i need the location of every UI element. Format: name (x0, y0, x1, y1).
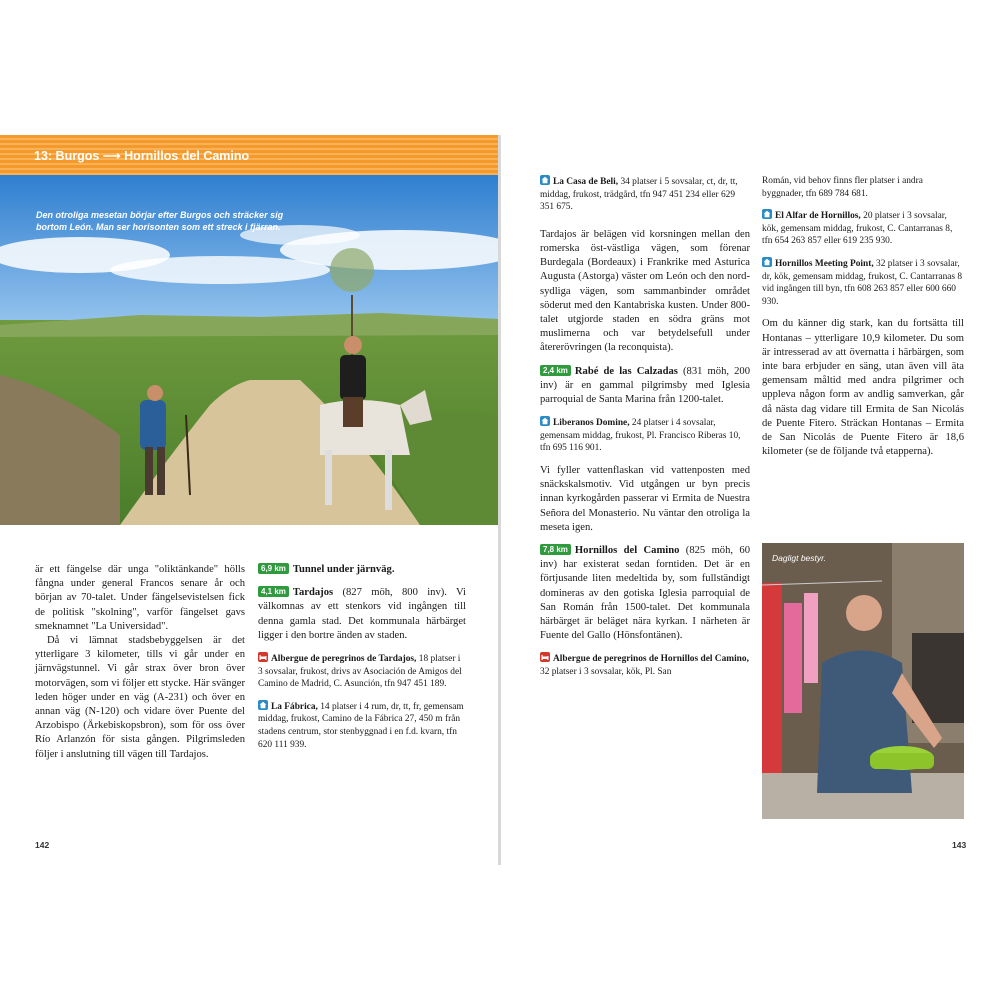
lodging-entry (540, 652, 750, 678)
lodging-name: Albergue de peregrinos de Tardajos, (271, 654, 417, 665)
lodging-entry (258, 652, 466, 691)
lodging-entry (540, 416, 750, 455)
route-paragraph: Då vi lämnat stadsbebyggelsen är det ytterligare 3 kilometer, tills vi går under en järnvägstunnel. Vi går strax över bron över motorvägen, som vi följer ett stycke. Här svänger leden höger under en väg (A-231) och över en annan väg (N-120) och vidare över Puente del Arzobispo (Ärkebiskopsbron), som för oss över Río Arlanzón för sista gången. Pilgrimsleden följer i anslutning till vägen till Tardajos. (35, 635, 245, 760)
photo-label: Dagligt bestyr. (772, 553, 827, 563)
page-number: 143 (952, 840, 967, 850)
lodging-name: Liberanos Domine, (553, 418, 630, 429)
lodging-details: 24 platser i 4 sovsalar, gemensam middag, frukost, Pl. Francisco Riberas 10, tfn 695 116 901. (540, 418, 741, 454)
rabe-waypoint (540, 365, 750, 408)
lodging-name: Albergue de peregrinos de Hornillos del Camino, (553, 654, 749, 665)
waypoint-description: (825 möh, 60 inv) har existerat sedan forntiden. Det är en förtjusande liten medeltida by, som fullständigt domineras av den gotiska Iglesia parroquial de San Román från 1500-talet. Det kommunala härbärget är beläget nära kyrkan. I närheten är Fuente del Gallo (Hönsfontänen). (540, 545, 750, 642)
bed-icon (540, 652, 550, 662)
lodging-entry (762, 209, 964, 248)
history-paragraph: Tardajos är belägen vid korsningen mellan den romerska öst-västliga vägen, som förenar Burdegala (Bordeaux) i Frankrike med Asturica Augusta (Astorga) väster om León och den nord-sydliga vägen, som sammanbinder området söderut med den Kantabriska kusten. Under 800-talet utgjorde staden en södra gräns mot muslimerna och var betydelsefull under återerövringen (la reconquista). (540, 228, 750, 354)
km-badge: 4,1 km (258, 586, 289, 597)
lodging-details: 32 platser i 3 sovsalar, dr, kök, gemensam middag, frukost, C. Cantarranas 8 vid ingången till byn, tfn 608 263 857 eller 600 660 930. (762, 258, 963, 307)
hontanas-paragraph: Om du känner dig stark, kan du fortsätta till Hontanas – ytterligare 10,9 kilometer. Du som är intresserad av att övernatta i härbärgen, som inte bara erbjuder en säng, utan även vill äta gemensam måltid med andra pilgrimer och uppleva någon form av andlig samverkan, går då nästa dag vidare till Ermita de San Nicolás de Puente Fitero. Sträckan Hontanas – Ermita de San Nicolás de Puente Fitero är 18,6 kilometer (se de följande två etapperna). (762, 318, 964, 458)
lodging-entry (762, 257, 964, 308)
washing-illustration (762, 543, 964, 819)
lodging-name: El Alfar de Hornillos, (775, 211, 861, 222)
tunnel-waypoint (258, 563, 466, 577)
stage-title: 13: Burgos ⟶ Hornillos del Camino (34, 149, 250, 163)
washing-photo (762, 543, 964, 819)
lodging-entry (540, 175, 750, 214)
lodging-details: 14 platser i 4 rum, dr, tt, fr, gemensam middag, frukost, Camino de la Fábrica 27, 450 m från stadens centrum, stor stenbyggnad i en f.d. kvarn, tfn 620 111 939. (258, 701, 464, 750)
lodging-details: 34 platser i 5 sovsalar, ct, dr, tt, middag, frukost, trädgård, tfn 947 451 234 eller 629 351 675. (540, 177, 738, 213)
photo-caption: Den otroliga mesetan börjar efter Burgos och sträcker sig bortom León. Man ser horisonten som ett streck i fjärran. (36, 210, 284, 232)
hornillos-waypoint (540, 544, 750, 643)
waypoint-name: Tardajos (292, 587, 334, 599)
house-icon (540, 416, 550, 426)
house-icon (762, 257, 772, 267)
right-column-2 (762, 175, 964, 459)
stage-banner (0, 135, 498, 175)
right-column-1 (540, 175, 750, 679)
lodging-details: 18 platser i 3 sovsalar, frukost, drivs av Asociación de Amigos del Camino de Madrid, C. Asunción, tfn 947 451 189. (258, 654, 462, 690)
house-icon (540, 175, 550, 185)
right-page (502, 135, 1000, 865)
waypoint-name: Tunnel under järnväg. (292, 564, 395, 575)
water-paragraph: Vi fyller vattenflaskan vid vattenposten med snäckskalsmotiv. Vid utgången ur byn precis innan kyrkogården passerar vi Ermita de Nuestra Señora del Monasterio. Nu väntar den otroliga la meseta igen. (540, 465, 750, 533)
tardajos-waypoint (258, 586, 466, 643)
lodging-name: La Casa de Beli, (553, 177, 619, 187)
waypoint-name: Hornillos del Camino (574, 545, 680, 557)
house-icon (762, 209, 772, 219)
lodging-name: La Fábrica, (271, 701, 318, 712)
bed-icon (258, 652, 268, 662)
book-spine (498, 135, 501, 865)
prison-paragraph: är ett fängelse där unga "oliktänkande" hölls fångna under general Francos senare år och början av 70-talet. Under fängelsevistelsen fick de politisk "skolning", varför fängelset gavs smeknamnet "La Universidad". (35, 564, 245, 632)
lodging-details: 20 platser i 3 sovsalar, kök, gemensam middag, frukost, C. Cantarranas 8, tfn 654 263 857 eller 619 235 930. (762, 211, 953, 247)
lodging-entry (258, 700, 466, 751)
waypoint-name: Rabé de las Calzadas (574, 365, 678, 377)
meseta-photo (0, 175, 498, 525)
waypoint-description: (827 möh, 800 inv). Vi välkomnas av ett stenkors vid ingången till denna gamla stad. Det kommunala härbärget ligger i den bortre änden av staden. (258, 587, 466, 641)
waypoint-description: (831 möh, 200 inv) är en gammal pilgrimsby med Iglesia parroquial de Santa Marina från 1200-talet. (540, 365, 750, 406)
lodging-name: Hornillos Meeting Point, (775, 258, 874, 269)
km-badge: 2,4 km (540, 365, 571, 376)
house-icon (258, 700, 268, 710)
left-column-2 (258, 563, 466, 751)
left-page (0, 135, 498, 865)
lodging-details: 32 platser i 3 sovsalar, kök, Pl. San (540, 667, 672, 678)
km-badge: 6,9 km (258, 563, 289, 574)
lodging-continuation: Román, vid behov finns fler platser i andra byggnader, tfn 689 784 681. (762, 176, 923, 199)
km-badge: 7,8 km (540, 544, 571, 555)
page-number: 142 (35, 840, 50, 850)
left-column-1 (35, 563, 245, 762)
